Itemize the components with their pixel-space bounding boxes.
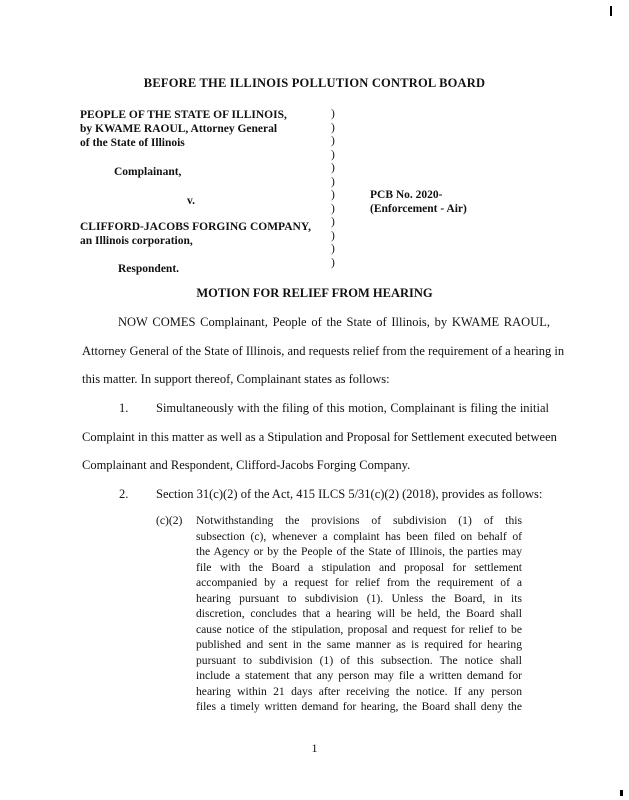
caption-paren: ) [331,256,335,269]
quote-line: subsection (c), whenever a complaint has been filed on behalf of [196,529,522,543]
scan-artifact [620,790,623,796]
caption-paren: ) [331,189,335,201]
para1-number: 1. [119,401,129,415]
caption-paren: ) [331,162,335,174]
case-type: (Enforcement - Air) [370,203,467,215]
motion-title: MOTION FOR RELIEF FROM HEARING [196,286,433,300]
complainant-party-line2: by KWAME RAOUL, Attorney General [80,123,278,135]
caption-paren: ) [331,121,335,134]
case-number: PCB No. 2020- [370,189,443,201]
versus-label: v. [187,195,195,207]
caption-paren: ) [331,148,335,161]
quote-line: Notwithstanding the provisions of subdivision (1) of this [196,514,522,527]
caption-paren: ) [331,108,335,120]
quote-line: cause notice of the stipulation, proposal and request for relief to be [196,622,522,636]
quote-line: file with the Board a stipulation and proposal for settlement [196,560,522,574]
respondent-label: Respondent. [118,263,180,275]
caption-paren: ) [331,202,335,215]
caption-paren: ) [331,135,335,147]
quote-label: (c)(2) [156,514,183,527]
intro-line1: NOW COMES Complainant, People of the State of Illinois, by KWAME RAOUL, [118,315,550,329]
quote-line: published and sent in the same manner as is required for hearing [196,638,522,651]
scan-artifact [610,6,612,16]
para1-line3: Complainant and Respondent, Clifford-Jacobs Forging Company. [82,458,411,472]
caption-paren: ) [331,216,335,228]
page-number: 1 [311,741,318,755]
quote-line: hearing within 21 days after receiving the notice. If any person [196,684,522,698]
intro-line3: this matter. In support thereof, Complainant states as follows: [82,372,390,386]
quote-line: discretion, concludes that a hearing will be held, the Board shall [196,607,522,620]
para2-line1: Section 31(c)(2) of the Act, 415 ILCS 5/31(c)(2) (2018), provides as follows: [156,487,543,501]
statute-quote [196,513,522,715]
respondent-party-line1: CLIFFORD-JACOBS FORGING COMPANY, [80,221,311,233]
para1-line2: Complaint in this matter as well as a Stipulation and Proposal for Settlement executed between [82,430,557,444]
court-heading: BEFORE THE ILLINOIS POLLUTION CONTROL BOARD [143,76,486,90]
caption-paren: ) [331,243,335,255]
caption-paren: ) [331,175,335,188]
respondent-party-line2: an Illinois corporation, [80,235,193,247]
quote-line: hearing pursuant to subdivision (1). Unless the Board, in its [196,591,522,605]
complainant-label: Complainant, [114,166,182,178]
quote-line: accompanied by a request for relief from the requirement of a [196,576,522,589]
quote-line: pursuant to subdivision (1) of this subsection. The notice shall [196,653,522,667]
quote-line: include a statement that any person may file a written demand for [196,669,522,682]
caption-paren: ) [331,229,335,242]
intro-line2: Attorney General of the State of Illinois, and requests relief from the requirement of a hearing in [82,344,565,358]
complainant-party-line3: of the State of Illinois [80,137,185,149]
para2-number: 2. [119,487,129,501]
para1-line1: Simultaneously with the filing of this motion, Complainant is filing the initial [156,401,549,415]
complainant-party-line1: PEOPLE OF THE STATE OF ILLINOIS, [80,109,287,121]
quote-line: files a timely written demand for hearing, the Board shall deny the [196,700,522,713]
quote-line: the Agency or by the People of the State of Illinois, the parties may [196,545,522,558]
